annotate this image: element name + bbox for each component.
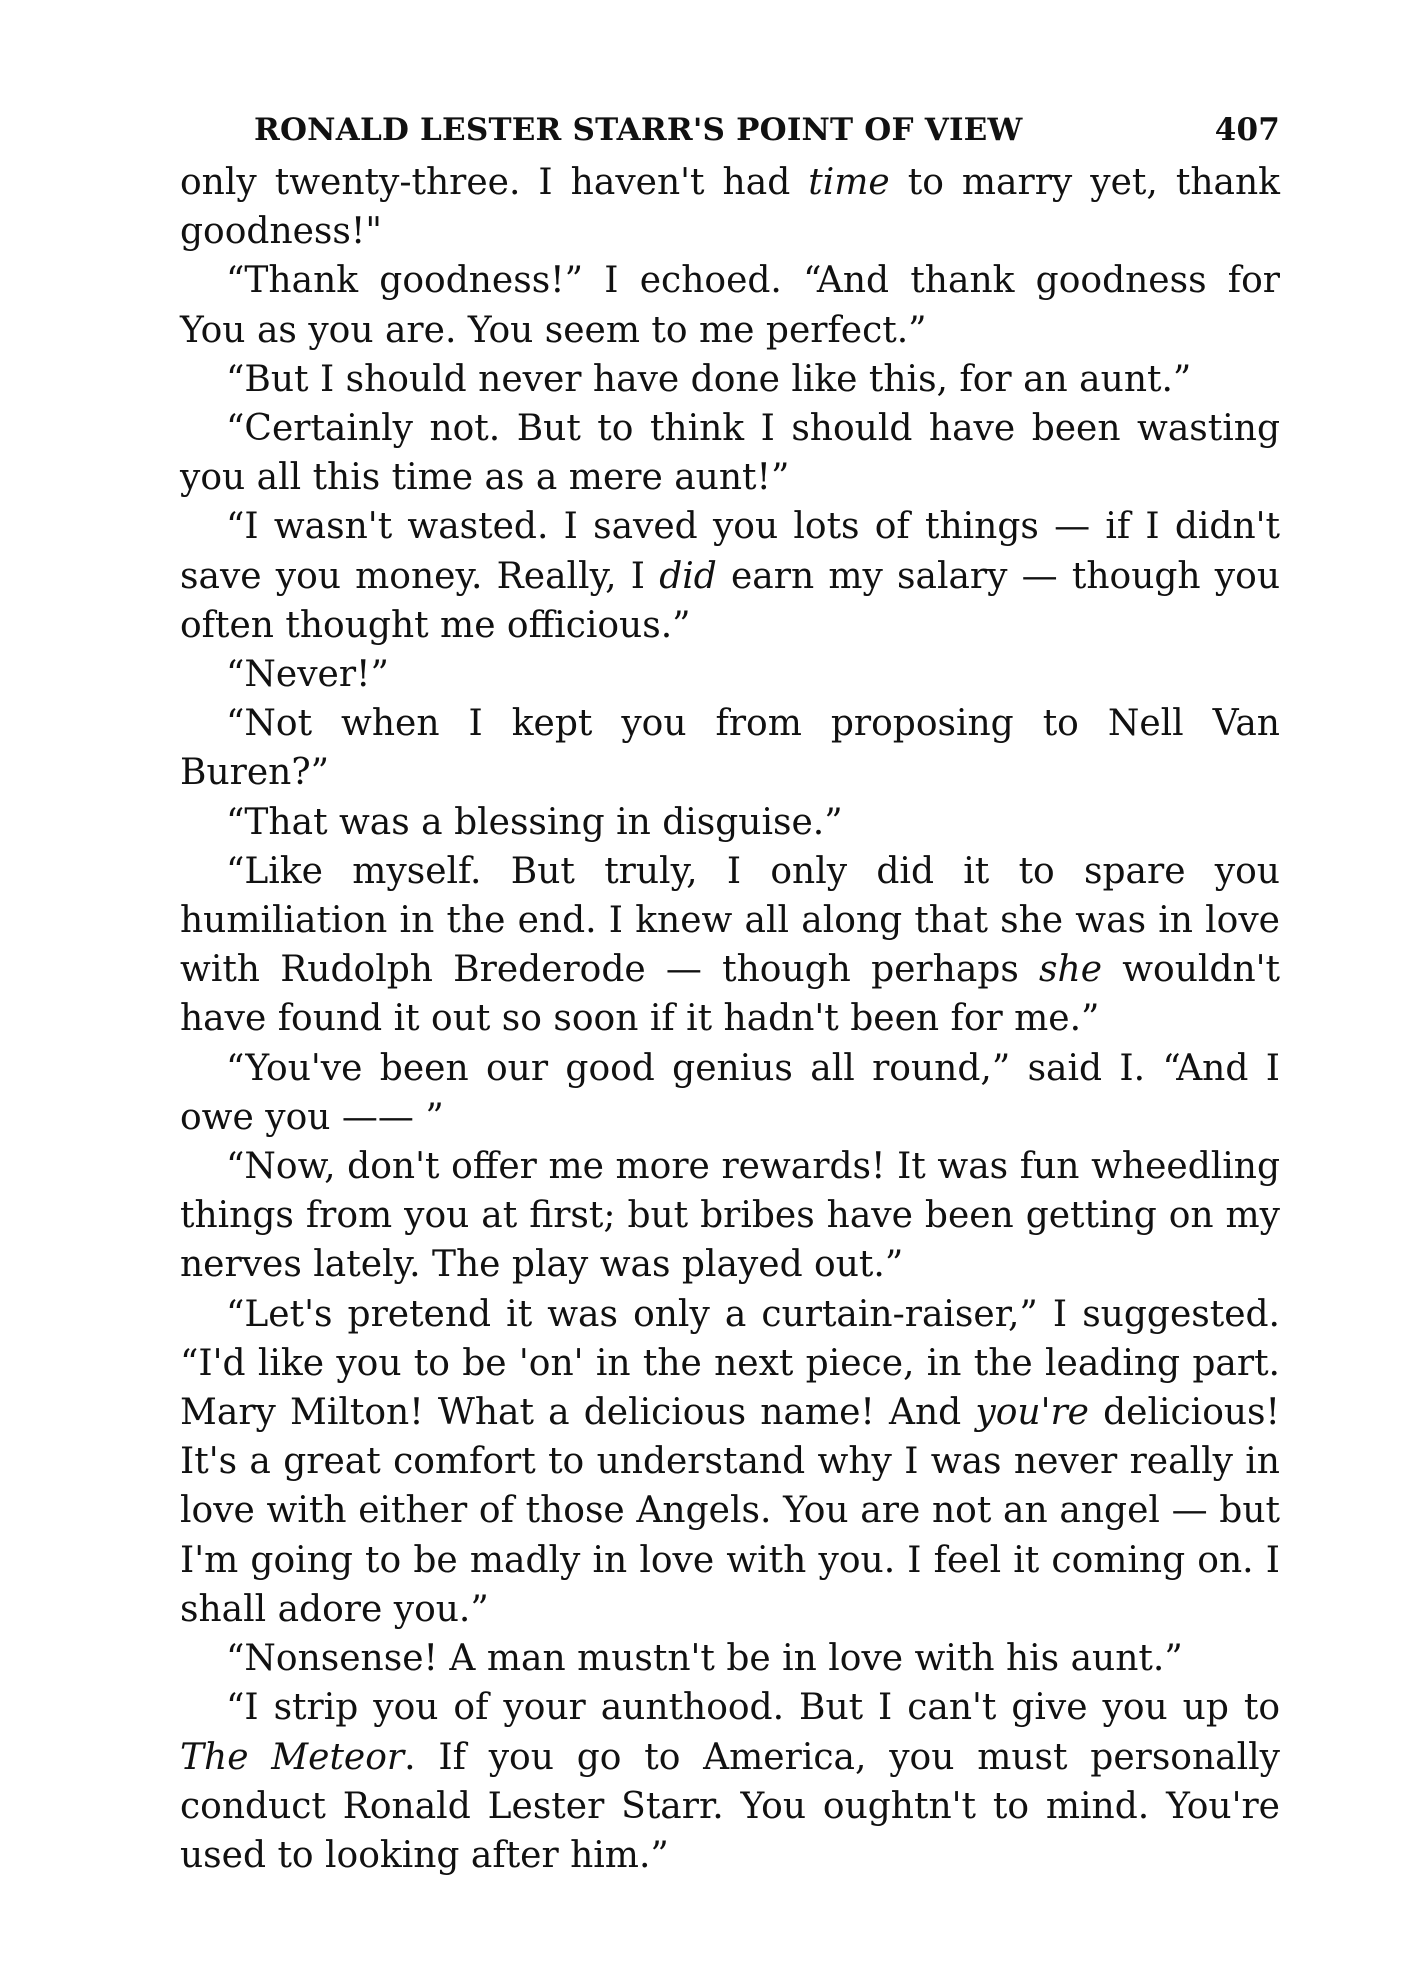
running-title: RONALD LESTER STARR'S POINT OF VIEW bbox=[254, 112, 1023, 148]
text-run: “But I should never have done like this, for an aunt.” bbox=[226, 358, 1192, 400]
running-head bbox=[254, 112, 1280, 156]
paragraph bbox=[180, 404, 1280, 502]
paragraph bbox=[180, 1044, 1280, 1142]
text-run: “That was a blessing in disguise.” bbox=[226, 801, 843, 843]
text-run: only twenty-three. I haven't had bbox=[180, 162, 809, 203]
text-run: delicious! It's a great comfort to understand why I was never really in love with either of those Angels. You are not an angel — but I'm going to be madly in love with you. I feel it coming on. I shall adore you.” bbox=[180, 1392, 1280, 1630]
text-run: “Not when I kept you from proposing to Nell Van Buren?” bbox=[180, 703, 1280, 794]
text-run: “I wasn't wasted. I saved you lots of things — if I didn't save you money. Really, I bbox=[180, 506, 1280, 597]
text-run: . If you go to America, you must personally conduct Ronald Lester Starr. You oughtn't to mind. You're used to looking after him.” bbox=[180, 1736, 1280, 1876]
italic-text: you're bbox=[975, 1392, 1089, 1434]
paragraph bbox=[180, 1683, 1280, 1880]
text-run: “Like myself. But truly, I only did it to spare you humiliation in the end. I knew all along that she was in love with Rudolph Brederode — though perhaps bbox=[180, 850, 1280, 991]
text-run: “You've been our good genius all round,” said I. “And I owe you —— ” bbox=[180, 1047, 1280, 1138]
text-run: to marry yet, thank goodness!" bbox=[180, 162, 1280, 253]
paragraph bbox=[180, 1290, 1280, 1634]
paragraph bbox=[180, 1142, 1280, 1290]
paragraph bbox=[180, 847, 1280, 1044]
text-run: wouldn't have found it out so soon if it hadn't been for me.” bbox=[180, 949, 1280, 1040]
text-run: “Certainly not. But to think I should have been wasting you all this time as a mere aunt!” bbox=[180, 408, 1280, 499]
italic-text: she bbox=[1039, 949, 1102, 991]
paragraph bbox=[180, 1634, 1280, 1683]
paragraph bbox=[180, 650, 1280, 699]
text-run: “Thank goodness!” I echoed. “And thank goodness for You as you are. You seem to me perfect.” bbox=[180, 260, 1280, 351]
text-run: “Let's pretend it was only a curtain-raiser,” I suggested. “I'd like you to be 'on' in the next piece, in the leading part. Mary Milton! What a delicious name! And bbox=[180, 1293, 1280, 1434]
paragraph bbox=[180, 699, 1280, 797]
body-text bbox=[180, 158, 1280, 1880]
italic-text: The Meteor bbox=[180, 1736, 405, 1778]
italic-text: time bbox=[808, 162, 890, 203]
text-run: “Never!” bbox=[226, 654, 389, 696]
text-run: “I strip you of your aunthood. But I can't give you up to bbox=[226, 1687, 1280, 1729]
paragraph bbox=[180, 256, 1280, 354]
text-run: earn my salary — though you often thought me officious.” bbox=[180, 555, 1281, 646]
paragraph bbox=[180, 355, 1280, 404]
book-page bbox=[180, 112, 1280, 1880]
paragraph bbox=[180, 798, 1280, 847]
text-run: “Nonsense! A man mustn't be in love with his aunt.” bbox=[226, 1638, 1183, 1680]
page-number: 407 bbox=[1214, 112, 1280, 148]
text-run: “Now, don't offer me more rewards! It was fun wheedling things from you at first; but bribes have been getting on my nerves lately. The play was played out.” bbox=[180, 1146, 1280, 1286]
paragraph bbox=[180, 502, 1280, 650]
italic-text: did bbox=[659, 555, 717, 597]
paragraph bbox=[180, 158, 1280, 256]
